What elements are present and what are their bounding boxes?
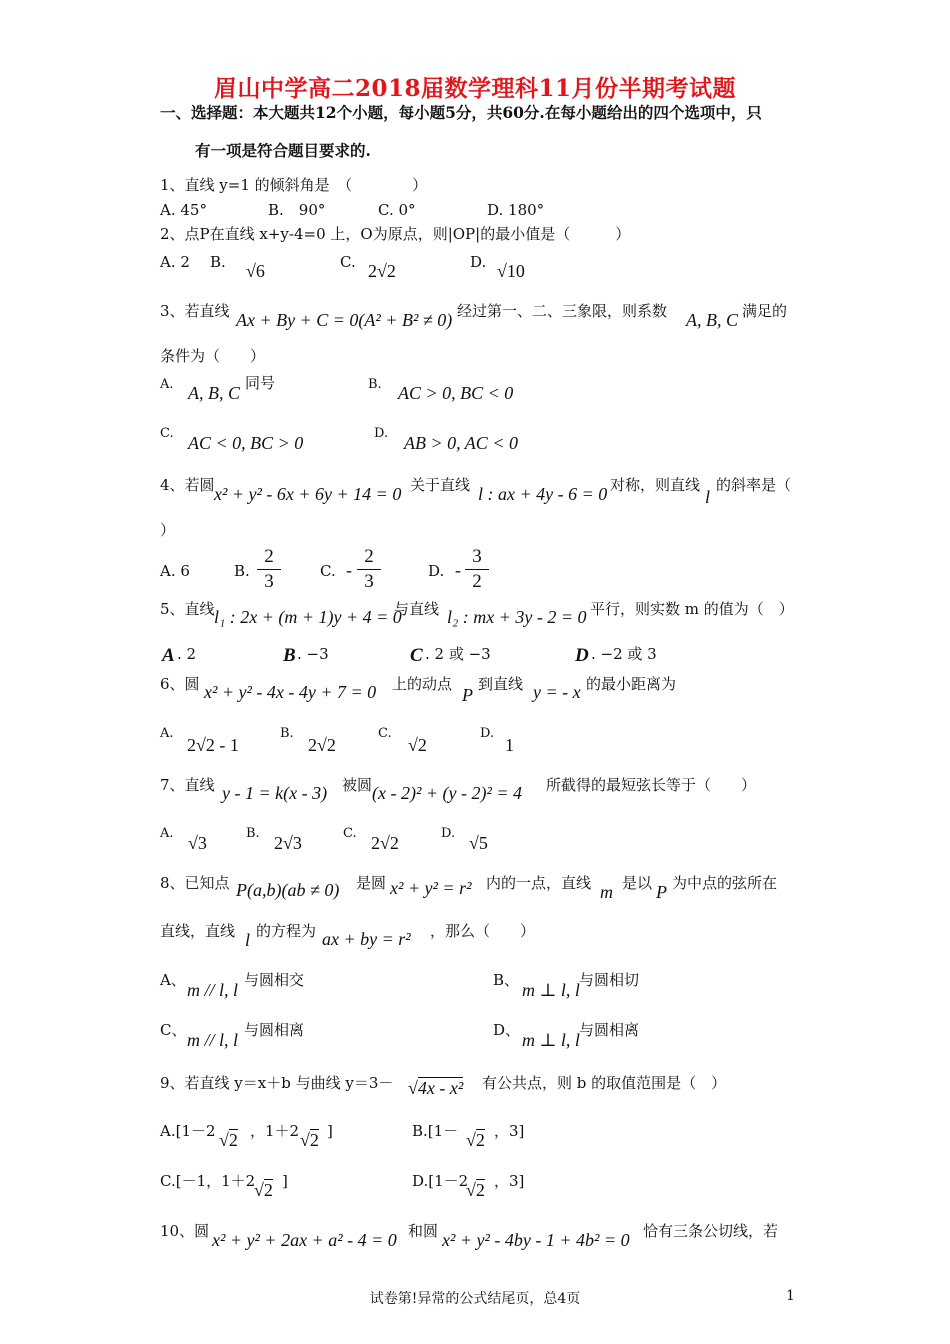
q7-option-a-math: √3: [188, 833, 207, 853]
q8-point-p: P(a,b)(ab ≠ 0): [236, 880, 340, 900]
q8-stem-part5: 为中点的弦所在: [672, 874, 778, 892]
q2-option-b: B.: [210, 253, 226, 271]
q5-option-c-letter: C: [410, 645, 423, 666]
q9-radicand: 4x - x²: [417, 1078, 464, 1098]
page-title: 眉山中学高二2018届数学理科11月份半期考试题: [213, 75, 737, 102]
q10-circle2-equation: x² + y² - 4by - 1 + 4b² = 0: [442, 1230, 630, 1250]
q6-point-p: P: [462, 685, 473, 705]
q8-option-c-text: 与圆相离: [244, 1021, 305, 1039]
q9-option-a-sqrt1: √2: [219, 1130, 238, 1150]
q4-stem-part3: 对称，则直线: [610, 476, 701, 494]
q9-option-c-part1: C.[－1，1＋2: [160, 1172, 256, 1190]
q3-option-a-text: 同号: [245, 374, 276, 392]
q8-stem-part4: 是以: [622, 874, 653, 892]
section-instructions-line1: 一、选择题：本大题共12个小题，每小题5分，共60分.在每小题给出的四个选项中，只: [160, 103, 762, 122]
q8-stem-part2: 是圆: [356, 874, 387, 892]
q3-option-c: C.: [160, 426, 174, 441]
q5-option-d-letter: D: [575, 645, 589, 666]
q2-stem: 2、点P在直线 x+y-4=0 上，O为原点，则|OP|的最小值是（ ）: [160, 225, 631, 243]
q9-option-b-sqrt: √2: [466, 1130, 485, 1150]
q4-option-b-denominator: 3: [264, 571, 274, 592]
q9-option-a-part2: ，1＋2: [250, 1122, 300, 1140]
q8-option-d: D、: [493, 1021, 521, 1039]
q6-option-b: B.: [280, 726, 294, 741]
q9-option-c-sqrt: √2: [254, 1180, 273, 1200]
q9-stem-part1: 9、若直线 y＝x＋b 与曲线 y＝3－: [160, 1074, 394, 1092]
q7-stem-part2: 被圆: [342, 776, 373, 794]
q3-option-d: D.: [374, 426, 389, 441]
q8-option-d-math: m ⊥ l, l: [522, 1030, 580, 1050]
q7-option-c: C.: [343, 826, 357, 841]
q3-option-b-math: AC > 0, BC < 0: [398, 383, 514, 403]
q8-point-p-label: P: [656, 882, 667, 902]
q4-option-b-fraction: [257, 546, 281, 593]
q9-option-a-sqrt2: √2: [300, 1130, 319, 1150]
q9-sqrt-expression: √4x - x²: [408, 1078, 464, 1098]
q10-stem-part1: 10、圆: [160, 1222, 210, 1240]
q6-stem-part4: 的最小距离为: [586, 675, 677, 693]
q3-stem-part4: 条件为（ ）: [160, 347, 266, 365]
q5-option-a: . 2: [177, 645, 197, 663]
q10-stem-part3: 恰有三条公切线，若: [643, 1222, 779, 1240]
q9-option-c-part2: ]: [282, 1172, 288, 1190]
q3-option-a-math: A, B, C: [188, 383, 240, 403]
q6-stem-part2: 上的动点: [392, 675, 453, 693]
q4-stem-part5: ）: [160, 521, 176, 539]
q9-option-d-sqrt: √2: [466, 1180, 485, 1200]
q5-option-d: . −2 或 3: [591, 645, 657, 663]
q1-option-c: C. 0°: [378, 201, 416, 219]
q1-stem: 1、直线 y=1 的倾斜角是 （ ）: [160, 176, 428, 194]
q1-option-b: B. 90°: [268, 201, 326, 219]
q1-option-a: A. 45°: [160, 201, 207, 219]
q8-line-m: m: [600, 882, 613, 902]
q9-option-b-part2: ，3]: [494, 1122, 525, 1140]
q4-option-b: B.: [234, 562, 250, 580]
q4-option-d-sign: -: [455, 560, 461, 580]
q4-option-d-numerator: 3: [472, 546, 482, 567]
section-instructions-line2: 有一项是符合题目要求的.: [195, 141, 371, 160]
q4-option-c: C.: [320, 562, 336, 580]
q3-option-b: B.: [368, 377, 382, 392]
q8-stem-part8: ，那么（ ）: [430, 922, 536, 940]
q4-option-d-denominator: 2: [472, 571, 482, 592]
q7-option-d-math: √5: [469, 833, 488, 853]
q7-option-b-math: 2√3: [274, 833, 302, 853]
q8-option-c-math: m // l, l: [187, 1030, 239, 1050]
q8-option-b-math: m ⊥ l, l: [522, 980, 580, 1000]
q8-line-equation: ax + by = r²: [322, 929, 411, 949]
q8-stem-part6: 直线，直线: [160, 922, 236, 940]
q4-option-c-denominator: 3: [364, 571, 374, 592]
q7-option-d: D.: [441, 826, 456, 841]
q6-option-c-math: √2: [408, 735, 427, 755]
q10-circle1-equation: x² + y² + 2ax + a² - 4 = 0: [212, 1230, 397, 1250]
q8-stem-part3: 内的一点，直线: [486, 874, 592, 892]
q6-option-c: C.: [378, 726, 392, 741]
q6-option-d-math: 1: [505, 735, 514, 755]
q8-stem-part1: 8、已知点: [160, 874, 230, 892]
q8-stem-part7: 的方程为: [256, 922, 317, 940]
q9-option-a-part1: A.[1－2: [160, 1122, 216, 1140]
q6-option-d: D.: [480, 726, 495, 741]
q6-stem-part3: 到直线: [478, 675, 524, 693]
q5-option-b: . −3: [297, 645, 329, 663]
q5-line2-equation: l₂ : mx + 3y - 2 = 0: [447, 607, 587, 627]
q7-option-a: A.: [160, 826, 174, 841]
q7-option-b: B.: [246, 826, 260, 841]
q2-option-c-math: 2√2: [368, 261, 396, 281]
q2-option-a: A. 2: [160, 253, 190, 271]
q8-option-c: C、: [160, 1021, 187, 1039]
q6-stem-part1: 6、圆: [160, 675, 200, 693]
q4-circle-equation: x² + y² - 6x + 6y + 14 = 0: [214, 484, 402, 504]
q6-line-equation: y = - x: [533, 682, 581, 702]
q9-option-d-part1: D.[1－2: [412, 1172, 469, 1190]
q5-option-c: . 2 或 −3: [425, 645, 491, 663]
q3-coefficients: A, B, C: [686, 310, 738, 330]
q8-circle-equation: x² + y² = r²: [390, 878, 472, 898]
footer-page-info: 试卷第!异常的公式结尾页，总4页: [369, 1291, 581, 1307]
page-number: 1: [786, 1288, 795, 1304]
q5-line1-equation: l₁ : 2x + (m + 1)y + 4 = 0: [214, 607, 402, 627]
q4-option-c-numerator: 2: [364, 546, 374, 567]
q4-line-equation: l : ax + 4y - 6 = 0: [478, 484, 608, 504]
q3-stem-part3: 满足的: [742, 302, 788, 320]
q7-line-equation: y - 1 = k(x - 3): [222, 783, 328, 803]
q8-option-d-text: 与圆相离: [579, 1021, 640, 1039]
q2-option-d: D.: [470, 253, 487, 271]
q9-option-d-part2: ，3]: [494, 1172, 525, 1190]
q6-option-a: A.: [160, 726, 174, 741]
q5-stem-part3: 平行，则实数 m 的值为（ ）: [590, 600, 794, 618]
q1-option-d: D. 180°: [487, 201, 545, 219]
q6-option-a-math: 2√2 - 1: [187, 735, 239, 755]
q8-option-a-math: m // l, l: [187, 980, 239, 1000]
q9-stem-part2: 有公共点，则 b 的取值范围是（ ）: [482, 1074, 727, 1092]
q4-option-a: A. 6: [160, 562, 190, 580]
q9-option-a-part3: ]: [327, 1122, 333, 1140]
q2-option-b-math: √6: [246, 261, 265, 281]
q4-stem-part4: 的斜率是（: [716, 476, 792, 494]
q3-option-c-math: AC < 0, BC > 0: [188, 433, 304, 453]
q6-option-b-math: 2√2: [308, 735, 336, 755]
q4-option-c-sign: -: [346, 560, 352, 580]
q6-circle-equation: x² + y² - 4x - 4y + 7 = 0: [204, 682, 377, 702]
q5-stem-part1: 5、直线: [160, 600, 215, 618]
q8-option-a-text: 与圆相交: [244, 971, 305, 989]
q4-option-b-numerator: 2: [264, 546, 274, 567]
q5-stem-part2: 与直线: [394, 600, 440, 618]
q4-option-d-fraction: [465, 546, 489, 593]
q9-option-b-part1: B.[1－: [412, 1122, 459, 1140]
q10-stem-part2: 和圆: [408, 1222, 439, 1240]
q3-option-d-math: AB > 0, AC < 0: [404, 433, 518, 453]
q4-stem-part2: 关于直线: [410, 476, 471, 494]
q3-stem-part1: 3、若直线: [160, 302, 230, 320]
q7-option-c-math: 2√2: [371, 833, 399, 853]
q8-option-b-text: 与圆相切: [579, 971, 640, 989]
q4-option-c-fraction: [357, 546, 381, 593]
q3-stem-part2: 经过第一、二、三象限，则系数: [457, 302, 668, 320]
q7-stem-part1: 7、直线: [160, 776, 215, 794]
q8-line-l: l: [245, 930, 251, 950]
q2-option-c: C.: [340, 253, 356, 271]
q8-option-b: B、: [493, 971, 520, 989]
q5-option-a-letter: A: [162, 645, 175, 666]
q3-line-equation: Ax + By + C = 0(A² + B² ≠ 0): [236, 310, 453, 330]
q4-line-l: l: [705, 487, 711, 507]
q4-stem-part1: 4、若圆: [160, 476, 215, 494]
q7-circle-equation: (x - 2)² + (y - 2)² = 4: [372, 783, 523, 803]
q3-option-a: A.: [160, 377, 174, 392]
q4-option-d: D.: [428, 562, 445, 580]
q8-option-a: A、: [160, 971, 186, 989]
q7-stem-part3: 所截得的最短弦长等于（ ）: [546, 776, 757, 794]
q5-option-b-letter: B: [283, 645, 296, 666]
q2-option-d-math: √10: [497, 261, 525, 281]
